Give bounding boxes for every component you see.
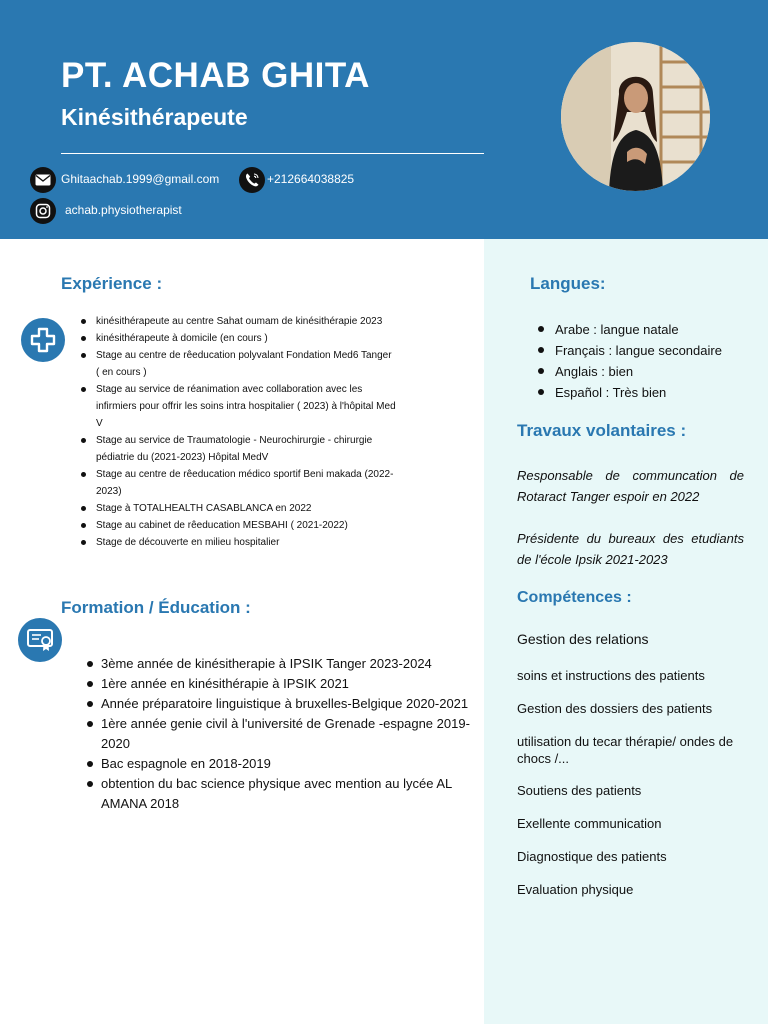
email-link[interactable]: Ghitaachab.1999@gmail.com: [61, 172, 220, 186]
phone-icon: [239, 167, 265, 193]
full-name: PT. ACHAB GHITA: [61, 56, 370, 95]
list-item: kinésithérapeute à domicile (en cours ): [96, 330, 396, 347]
list-item: Stage au centre de rêeducation polyvalant Fondation Med6 Tanger ( en cours ): [96, 347, 396, 381]
list-item: 1ère année genie civil à l'université de Grenade -espagne 2019-2020: [101, 714, 471, 754]
list-item: obtention du bac science physique avec mention au lycée AL AMANA 2018: [101, 774, 471, 814]
skill-item: Diagnostique des patients: [517, 849, 667, 864]
skills-heading: Compétences :: [517, 589, 632, 606]
job-title: Kinésithérapeute: [61, 104, 248, 130]
instagram-icon: [30, 198, 56, 224]
list-item: Stage à TOTALHEALTH CASABLANCA en 2022: [96, 500, 396, 517]
header-divider: [61, 153, 484, 154]
list-item: 3ème année de kinésitherapie à IPSIK Tanger 2023-2024: [101, 654, 471, 674]
list-item: Français : langue secondaire: [555, 340, 722, 361]
medical-cross-icon: [21, 318, 65, 362]
volunteer-heading: Travaux volantaires :: [517, 421, 687, 440]
education-list: [101, 654, 471, 814]
list-item: Español : Très bien: [555, 382, 722, 403]
envelope-icon: [30, 167, 56, 193]
experience-list: [96, 313, 396, 551]
list-item: 1ère année en kinésithérapie à IPSIK 2021: [101, 674, 471, 694]
languages-heading: Langues:: [530, 274, 606, 293]
skill-item: Soutiens des patients: [517, 783, 642, 798]
volunteer-item: Présidente du bureaux des etudiants de l'école Ipsik 2021-2023: [517, 531, 744, 567]
list-item: Stage au centre de rêeducation médico sportif Beni makada (2022-2023): [96, 466, 396, 500]
languages-list: [555, 319, 722, 403]
experience-heading: Expérience :: [61, 274, 163, 293]
skill-item: Exellente communication: [517, 816, 662, 831]
skill-item: soins et instructions des patients: [517, 668, 705, 683]
header-banner: [0, 0, 768, 239]
instagram-link[interactable]: achab.physiotherapist: [65, 203, 182, 217]
list-item: Stage au cabinet de rêeducation MESBAHI ( 2021-2022): [96, 517, 396, 534]
skill-item: Gestion des relations: [517, 631, 649, 647]
list-item: Stage de découverte en milieu hospitalier: [96, 534, 396, 551]
profile-photo: [561, 42, 710, 191]
phone-link[interactable]: +212664038825: [267, 172, 355, 186]
certificate-icon: [18, 618, 62, 662]
volunteer-item: Responsable de communcation de Rotaract Tanger espoir en 2022: [517, 468, 744, 504]
list-item: Année préparatoire linguistique à bruxelles-Belgique 2020-2021: [101, 694, 471, 714]
list-item: Anglais : bien: [555, 361, 722, 382]
list-item: Stage au service de réanimation avec collaboration avec les infirmiers pour offrir les soins intra hospitalier ( 2023) à l'hôpital Med V: [96, 381, 396, 432]
skill-item: utilisation du tecar thérapie/ ondes de chocs /...: [517, 734, 734, 766]
skill-item: Gestion des dossiers des patients: [517, 701, 713, 716]
list-item: Bac espagnole en 2018-2019: [101, 754, 471, 774]
list-item: Stage au service de Traumatologie - Neurochirurgie - chirurgie pédiatrie du (2021-2023) Hôpital MedV: [96, 432, 396, 466]
education-heading: Formation / Éducation :: [61, 598, 251, 617]
skill-item: Evaluation physique: [517, 882, 634, 897]
list-item: kinésithérapeute au centre Sahat oumam de kinésithérapie 2023: [96, 313, 396, 330]
list-item: Arabe : langue natale: [555, 319, 722, 340]
